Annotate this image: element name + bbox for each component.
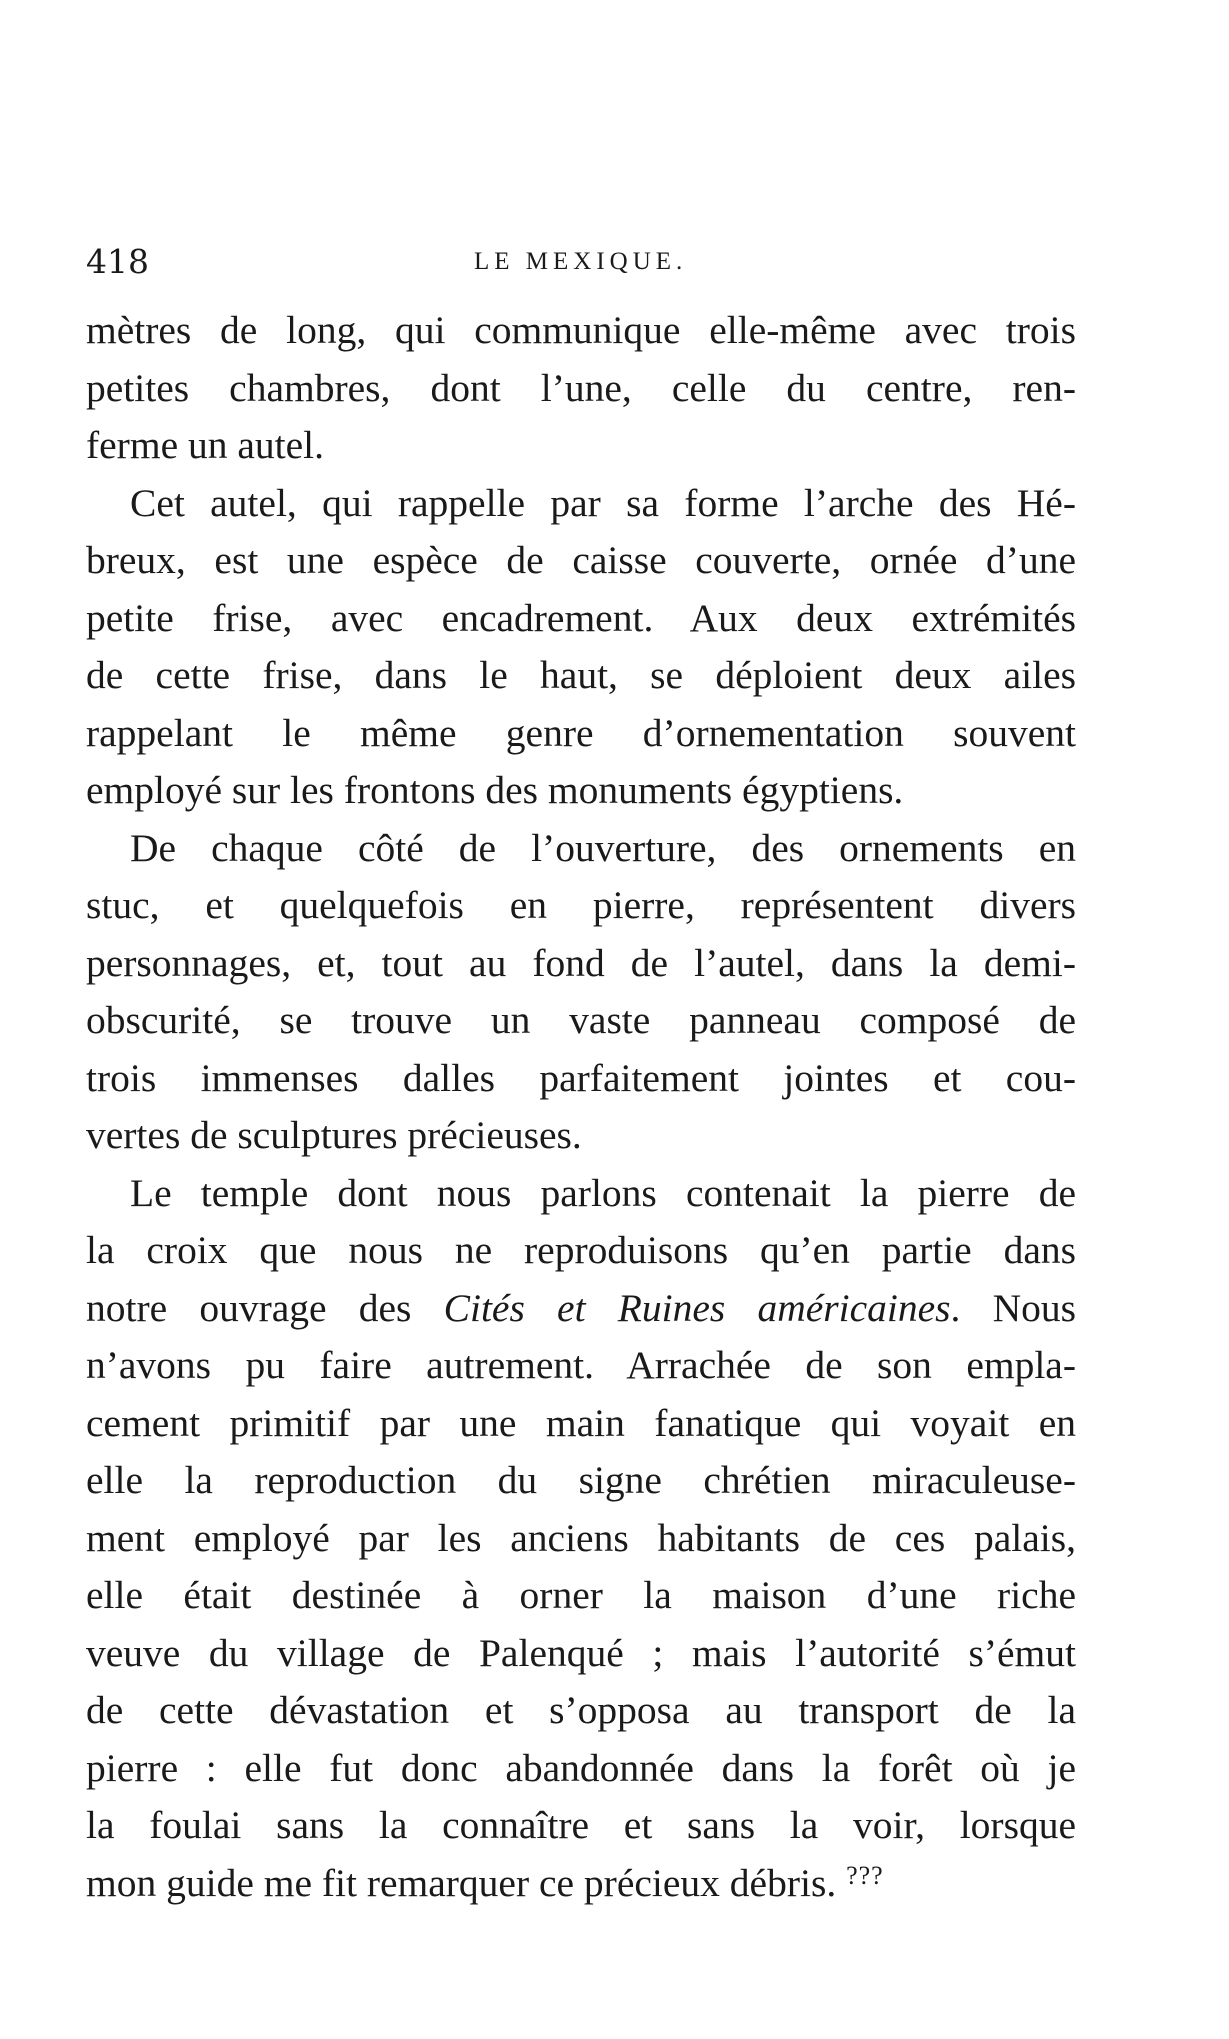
text-line: trois immenses dalles parfaitement jointes et cou- <box>86 1055 1076 1100</box>
query-mark: ??? <box>846 1860 884 1890</box>
text-line: De chaque côté de l’ouverture, des ornements en <box>130 825 1076 870</box>
text-segment: . Nous <box>950 1285 1076 1330</box>
text-line: mètres de long, qui communique elle-même avec trois <box>86 308 1076 352</box>
text-line: personnages, et, tout au fond de l’autel, dans la demi- <box>86 940 1076 985</box>
text-line: Le temple dont nous parlons contenait la pierre de <box>130 1170 1076 1215</box>
page-number: 418 <box>86 242 149 281</box>
paragraph-3 <box>86 820 1076 1165</box>
text-line: de cette dévastation et s’opposa au transport de la <box>86 1688 1076 1732</box>
text-line: la foulai sans la connaître et sans la voir, lorsque <box>86 1803 1076 1847</box>
text-line: stuc, et quelquefois en pierre, représentent divers <box>86 883 1076 927</box>
running-title: LE MEXIQUE. <box>474 248 688 275</box>
text-line: elle était destinée à orner la maison d’une riche <box>86 1573 1076 1617</box>
text-segment: mon guide me fit remarquer ce précieux débris. <box>86 1860 837 1905</box>
text-line: la croix que nous ne reproduisons qu’en partie dans <box>86 1228 1076 1272</box>
text-line-final <box>86 1855 1076 1913</box>
italic-book-title: Cités et Ruines américaines <box>443 1285 951 1330</box>
text-line: veuve du village de Palenqué ; mais l’autorité s’émut <box>86 1630 1076 1675</box>
paragraph-4 <box>86 1165 1076 1913</box>
text-segment: notre ouvrage des <box>86 1285 444 1330</box>
text-line: ment employé par les anciens habitants de ces palais, <box>86 1515 1076 1560</box>
page-header <box>86 242 1086 282</box>
body-text <box>86 302 1076 1912</box>
text-line: obscurité, se trouve un vaste panneau composé de <box>86 998 1076 1042</box>
text-line: petites chambres, dont l’une, celle du centre, ren- <box>86 365 1076 410</box>
text-line: cement primitif par une main fanatique qui voyait en <box>86 1400 1076 1445</box>
text-line: ferme un autel. <box>86 423 324 467</box>
text-line-with-italic <box>86 1280 1076 1338</box>
text-line: pierre : elle fut donc abandonnée dans la forêt où je <box>86 1745 1076 1790</box>
text-line: petite frise, avec encadrement. Aux deux extrémités <box>86 595 1076 640</box>
text-line: employé sur les frontons des monuments égyptiens. <box>86 768 904 812</box>
text-line: vertes de sculptures précieuses. <box>86 1113 582 1157</box>
text-line: n’avons pu faire autrement. Arrachée de son empla- <box>86 1343 1076 1387</box>
text-line: breux, est une espèce de caisse couverte, ornée d’une <box>86 538 1076 582</box>
text-line: rappelant le même genre d’ornementation souvent <box>86 710 1076 755</box>
paragraph-1 <box>86 302 1076 475</box>
text-line: de cette frise, dans le haut, se déploient deux ailes <box>86 653 1076 697</box>
paragraph-2 <box>86 475 1076 820</box>
text-line: elle la reproduction du signe chrétien miraculeuse- <box>86 1458 1076 1502</box>
text-line: Cet autel, qui rappelle par sa forme l’arche des Hé- <box>130 480 1076 525</box>
